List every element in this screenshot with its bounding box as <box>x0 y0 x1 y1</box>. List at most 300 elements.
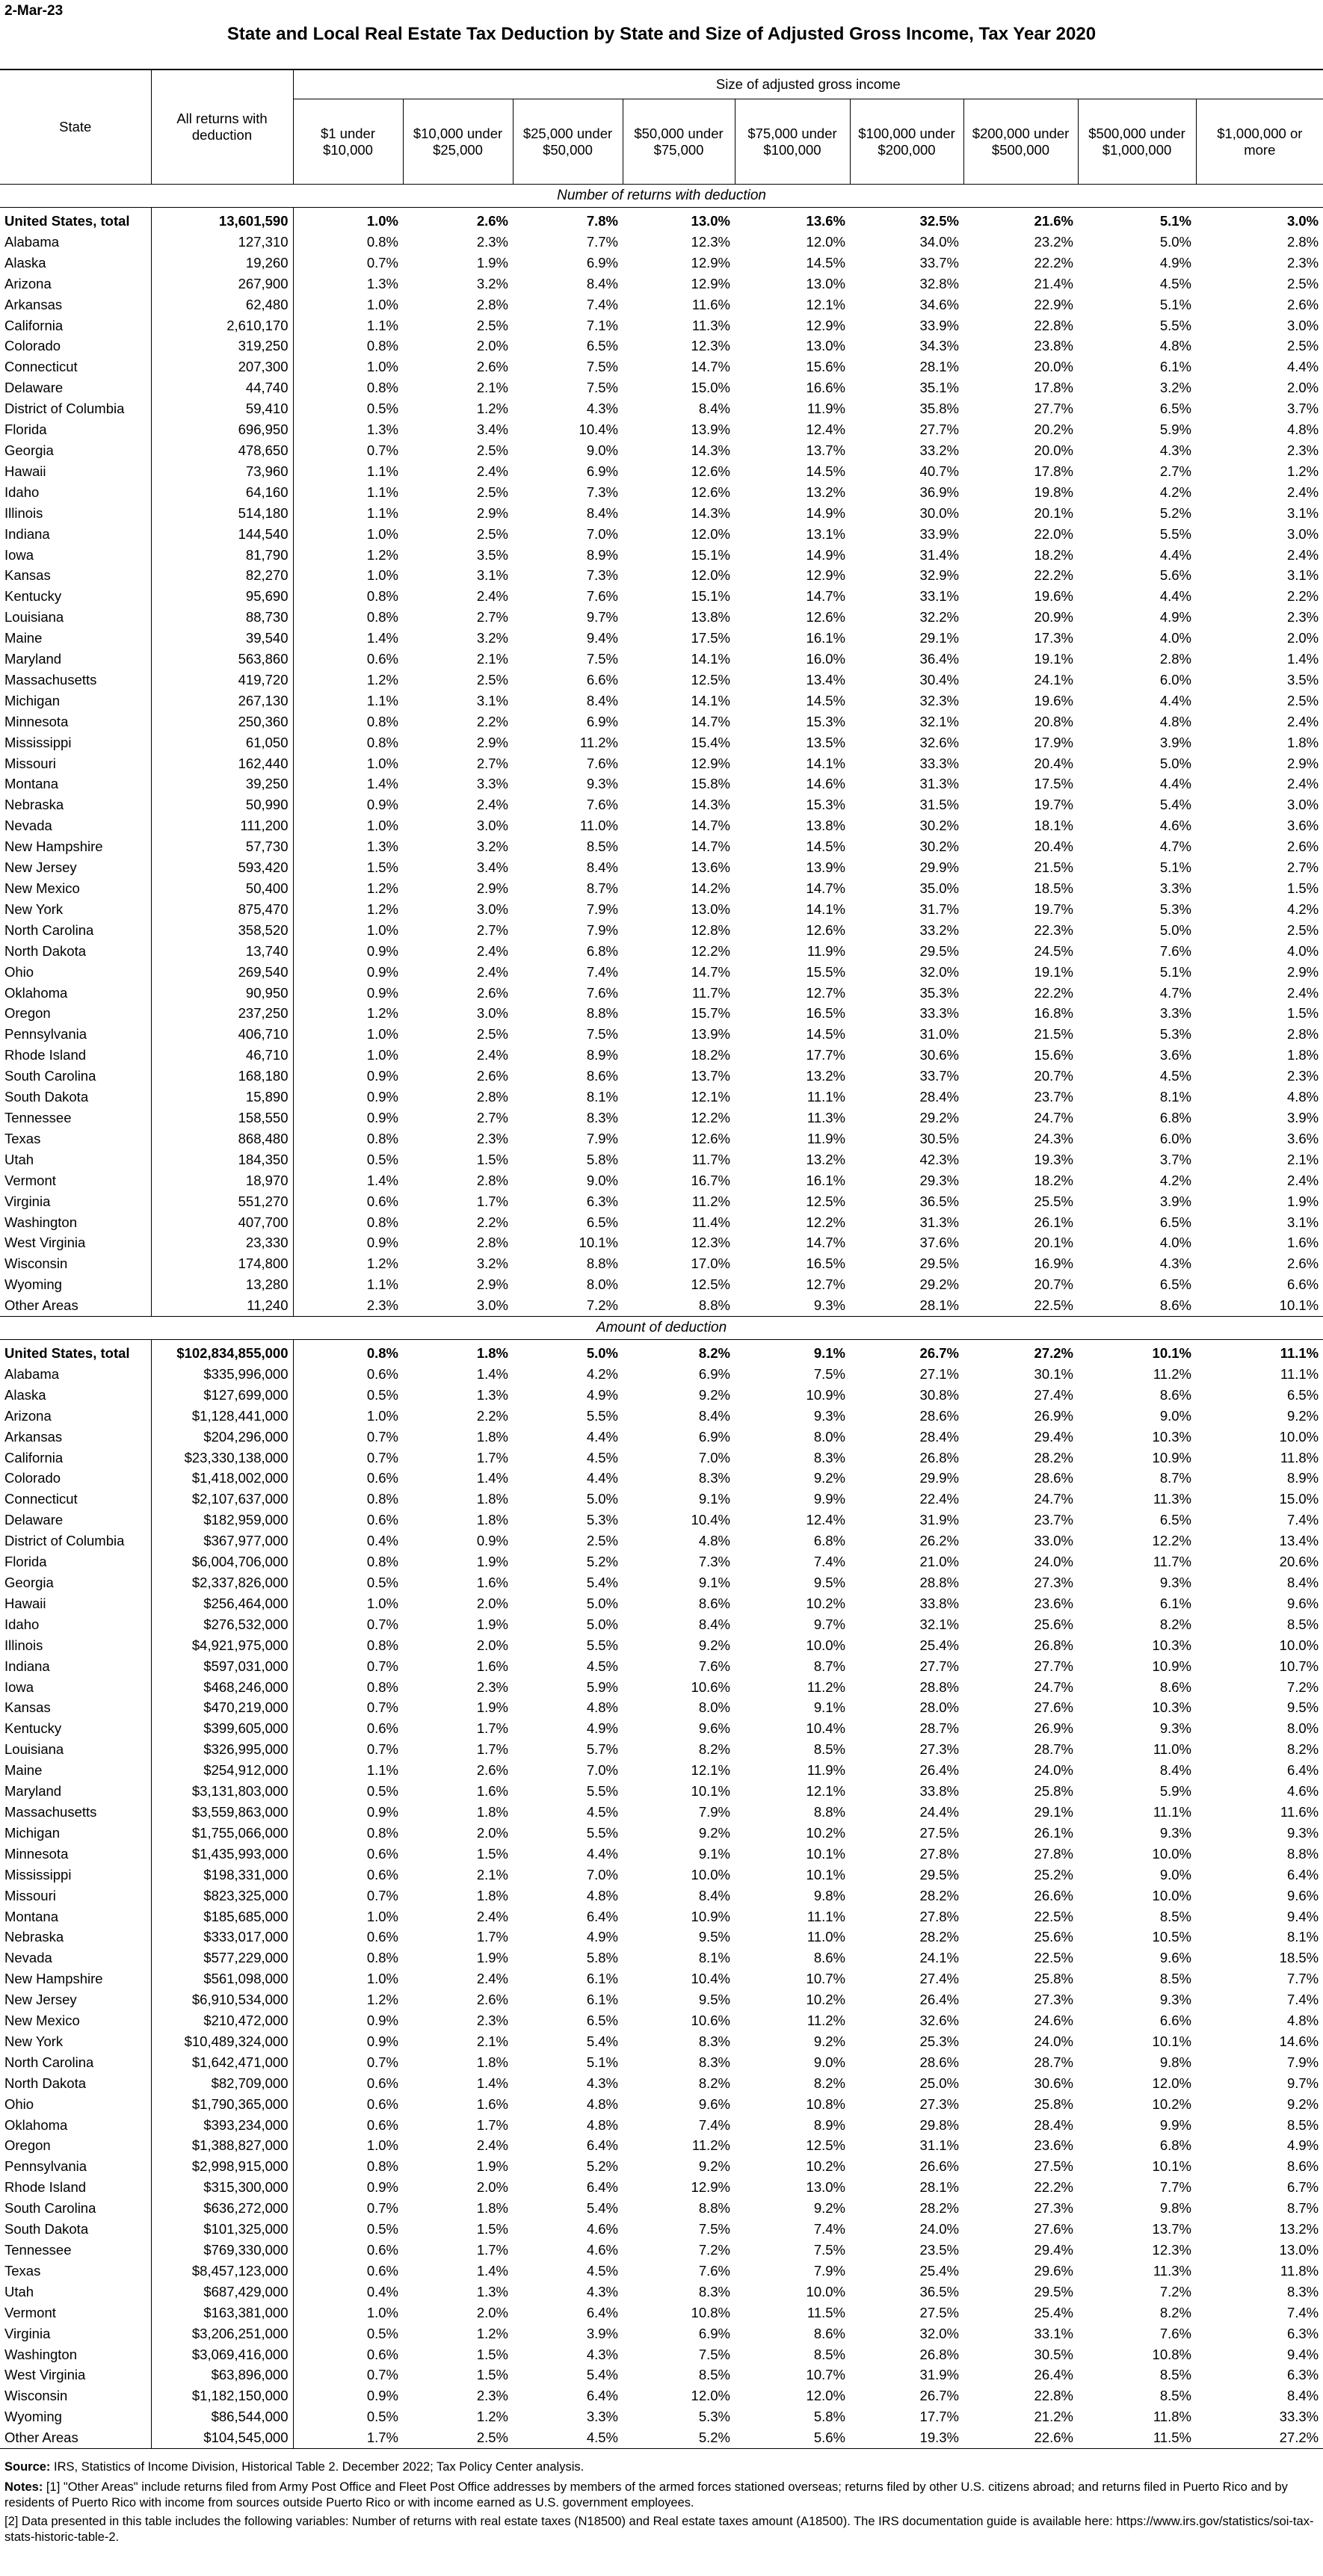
bracket-share: 0.8% <box>366 338 398 354</box>
state-name: Washington <box>0 1212 151 1233</box>
bracket-share: 8.3% <box>698 2033 730 2049</box>
bracket-share: 2.4% <box>476 1908 508 1924</box>
bracket-share: 10.0% <box>691 1866 730 1882</box>
bracket-share: 13.1% <box>806 525 845 542</box>
bracket-share: 4.4% <box>1159 546 1191 563</box>
table-row <box>0 1844 1323 1865</box>
table-row <box>0 1614 1323 1635</box>
bracket-share: 6.5% <box>1159 1512 1191 1528</box>
all-returns-value: 478,650 <box>151 440 293 461</box>
all-returns-value: $3,131,803,000 <box>151 1781 293 1802</box>
bracket-share: 11.5% <box>1078 2427 1196 2448</box>
all-returns-value: 267,900 <box>151 274 293 294</box>
bracket-share: 2.8% <box>1159 651 1191 667</box>
header-state: State <box>0 70 151 185</box>
bracket-share: 20.7% <box>1034 1068 1073 1084</box>
bracket-share: 7.4% <box>813 1554 845 1570</box>
bracket-share: 12.0% <box>691 567 730 584</box>
bracket-share: 4.8% <box>1286 1089 1319 1105</box>
table-row <box>0 1656 1323 1677</box>
state-name: Oregon <box>0 1003 151 1024</box>
table-row <box>0 1295 1323 1316</box>
state-name: Nevada <box>0 815 151 836</box>
bracket-share: 8.4% <box>586 275 618 291</box>
bracket-share: 20.4% <box>1034 755 1073 771</box>
table-row <box>0 1697 1323 1718</box>
state-name: North Carolina <box>0 920 151 941</box>
bracket-share: 12.9% <box>691 254 730 271</box>
table-row <box>0 1948 1323 1968</box>
table-row <box>0 878 1323 899</box>
bracket-share: 10.0% <box>1152 1887 1191 1903</box>
all-returns-value: 88,730 <box>151 607 293 628</box>
bracket-share: 22.6% <box>963 2427 1078 2448</box>
bracket-share: 2.0% <box>476 1824 508 1841</box>
bracket-share: 4.2% <box>1286 901 1319 917</box>
state-name: Kansas <box>0 1697 151 1718</box>
bracket-share: 7.6% <box>586 755 618 771</box>
bracket-share: 8.9% <box>813 2116 845 2133</box>
state-name: North Carolina <box>0 2052 151 2073</box>
table-row <box>0 294 1323 315</box>
bracket-share: 8.0% <box>1286 1720 1319 1737</box>
bracket-share: 11.3% <box>1153 1491 1191 1507</box>
bracket-share: 0.9% <box>366 963 398 980</box>
bracket-share: 6.3% <box>1286 2367 1319 2383</box>
bracket-share: 7.1% <box>586 317 618 333</box>
bracket-share: 1.2% <box>366 901 398 917</box>
bracket-share: 2.2% <box>1286 588 1319 605</box>
bracket-share: 29.5% <box>1034 2283 1073 2299</box>
state-name: Kansas <box>0 565 151 586</box>
bracket-share: 4.6% <box>586 2221 618 2237</box>
bracket-share: 19.8% <box>1034 484 1073 500</box>
bracket-share: 33.9% <box>919 525 959 542</box>
bracket-share: 8.7% <box>813 1658 845 1674</box>
bracket-share: 0.5% <box>366 401 398 417</box>
bracket-share: 8.6% <box>586 1068 618 1084</box>
bracket-share: 12.7% <box>806 1276 845 1293</box>
bracket-share: 14.2% <box>691 880 730 896</box>
bracket-share: 0.8% <box>366 1345 398 1362</box>
bracket-share: 24.0% <box>1034 1554 1073 1570</box>
bracket-share: 24.4% <box>919 1803 959 1820</box>
bracket-share: 1.6% <box>476 2095 508 2112</box>
bracket-share: 13.9% <box>691 1026 730 1043</box>
state-name: Florida <box>0 419 151 440</box>
table-row <box>0 253 1323 274</box>
bracket-share: 0.6% <box>366 651 398 667</box>
all-returns-value: $2,337,826,000 <box>151 1572 293 1593</box>
bracket-share: 1.9% <box>476 2158 508 2175</box>
header-bracket: $1 under $10,000 <box>293 99 403 185</box>
state-name: Rhode Island <box>0 1045 151 1066</box>
bracket-share: 1.9% <box>476 1554 508 1570</box>
bracket-share: 21.5% <box>1034 859 1073 876</box>
bracket-share: 28.2% <box>919 2200 959 2217</box>
bracket-share: 1.4% <box>476 1365 508 1382</box>
bracket-share: 3.0% <box>476 818 508 834</box>
all-returns-value: 50,400 <box>151 878 293 899</box>
bracket-share: 10.9% <box>806 1386 845 1403</box>
bracket-share: 12.4% <box>806 421 845 438</box>
bracket-share: 4.8% <box>1286 421 1319 438</box>
note-1 <box>4 2480 1317 2511</box>
bracket-share: 5.0% <box>1159 233 1191 250</box>
bracket-share: 11.8% <box>1153 2409 1191 2425</box>
bracket-share: 1.9% <box>1286 1193 1319 1209</box>
bracket-share: 29.2% <box>919 1109 959 1125</box>
all-returns-value: 44,740 <box>151 377 293 398</box>
bracket-share: 4.5% <box>586 1803 618 1820</box>
bracket-share: 26.7% <box>919 1345 959 1362</box>
bracket-share: 17.9% <box>1034 734 1073 750</box>
all-returns-value: $1,182,150,000 <box>151 2385 293 2406</box>
bracket-share: 10.0% <box>806 2283 845 2299</box>
source-line <box>4 2459 1317 2475</box>
all-returns-value: $468,246,000 <box>151 1677 293 1698</box>
bracket-share: 6.9% <box>586 254 618 271</box>
bracket-share: 25.3% <box>919 2033 959 2049</box>
bracket-share: 12.3% <box>691 338 730 354</box>
bracket-share: 11.2% <box>807 1678 845 1695</box>
all-returns-value: $1,755,066,000 <box>151 1823 293 1844</box>
bracket-share: 16.1% <box>806 630 845 646</box>
state-name: Iowa <box>0 1677 151 1698</box>
bracket-share: 7.7% <box>1286 1971 1319 1987</box>
bracket-share: 35.8% <box>919 401 959 417</box>
bracket-share: 42.3% <box>919 1151 959 1167</box>
state-name: Connecticut <box>0 1489 151 1510</box>
bracket-share: 1.2% <box>476 401 508 417</box>
bracket-share: 5.9% <box>1159 421 1191 438</box>
bracket-share: 30.2% <box>919 818 959 834</box>
bracket-share: 7.0% <box>586 1866 618 1882</box>
all-returns-value: 19,260 <box>151 253 293 274</box>
bracket-share: 9.5% <box>698 1992 730 2008</box>
bracket-share: 4.4% <box>586 1470 618 1486</box>
bracket-share: 13.7% <box>806 442 845 458</box>
state-name: Michigan <box>0 691 151 711</box>
all-returns-value: $204,296,000 <box>151 1427 293 1448</box>
bracket-share: 1.2% <box>476 2325 508 2341</box>
bracket-share: 27.3% <box>919 1741 959 1758</box>
bracket-share: 32.3% <box>919 692 959 708</box>
bracket-share: 28.0% <box>919 1699 959 1716</box>
bracket-share: 10.2% <box>806 1824 845 1841</box>
bracket-share: 21.6% <box>1034 213 1073 229</box>
bracket-share: 15.6% <box>806 359 845 375</box>
bracket-share: 0.7% <box>366 2054 398 2070</box>
bracket-share: 15.8% <box>691 776 730 792</box>
bracket-share: 14.5% <box>806 254 845 271</box>
state-name: Missouri <box>0 1885 151 1906</box>
all-returns-value: 184,350 <box>151 1149 293 1170</box>
bracket-share: 2.3% <box>476 2013 508 2029</box>
bracket-share: 8.4% <box>698 1407 730 1424</box>
state-name: South Carolina <box>0 1066 151 1087</box>
bracket-share: 10.1% <box>1152 2033 1191 2049</box>
table-row <box>0 274 1323 294</box>
state-name: Montana <box>0 1906 151 1927</box>
bracket-share: 10.4% <box>691 1971 730 1987</box>
bracket-share: 0.6% <box>366 1866 398 1882</box>
state-name: Missouri <box>0 753 151 774</box>
bracket-share: 9.2% <box>698 1386 730 1403</box>
all-returns-value: $276,532,000 <box>151 1614 293 1635</box>
bracket-share: 1.9% <box>476 1699 508 1716</box>
bracket-share: 11.2% <box>1153 1365 1191 1382</box>
bracket-share: 10.1% <box>1196 1295 1323 1316</box>
state-name: Texas <box>0 2261 151 2282</box>
bracket-share: 8.0% <box>813 1428 845 1445</box>
bracket-share: 23.2% <box>1034 233 1073 250</box>
bracket-share: 12.3% <box>1152 2242 1191 2258</box>
bracket-share: 0.4% <box>366 2283 398 2299</box>
bracket-share: 30.5% <box>919 1130 959 1146</box>
bracket-share: 5.4% <box>586 2033 618 2049</box>
bracket-share: 6.9% <box>698 2325 730 2341</box>
table-row <box>0 1802 1323 1823</box>
bracket-share: 2.2% <box>476 1214 508 1230</box>
bracket-share: 2.1% <box>476 2033 508 2049</box>
bracket-share: 8.5% <box>1159 2367 1191 2383</box>
bracket-share: 19.3% <box>1034 1151 1073 1167</box>
state-name: Georgia <box>0 1572 151 1593</box>
bracket-share: 12.3% <box>691 233 730 250</box>
bracket-share: 1.6% <box>476 1658 508 1674</box>
bracket-share: 2.7% <box>1159 463 1191 479</box>
bracket-share: 22.2% <box>1034 254 1073 271</box>
bracket-share: 10.3% <box>1152 1637 1191 1653</box>
table-row <box>0 1510 1323 1531</box>
bracket-share: 1.6% <box>1286 1235 1319 1251</box>
bracket-share: 9.0% <box>1159 1866 1191 1882</box>
bracket-share: 6.8% <box>586 942 618 959</box>
state-name: Delaware <box>0 377 151 398</box>
state-name: Arkansas <box>0 294 151 315</box>
table-row <box>0 1212 1323 1233</box>
all-returns-value: $182,959,000 <box>151 1510 293 1531</box>
all-returns-value: 563,860 <box>151 649 293 670</box>
bracket-share: 26.8% <box>1034 1637 1073 1653</box>
bracket-share: 12.5% <box>691 1276 730 1293</box>
table-row <box>0 794 1323 815</box>
bracket-share: 3.0% <box>1286 797 1319 813</box>
table-row <box>0 1989 1323 2010</box>
bracket-share: 1.9% <box>476 1616 508 1632</box>
bracket-share: 2.7% <box>476 755 508 771</box>
bracket-share: 15.3% <box>806 797 845 813</box>
bracket-share: 29.6% <box>1034 2262 1073 2279</box>
bracket-share: 15.3% <box>806 713 845 729</box>
bracket-share: 8.1% <box>698 1950 730 1966</box>
bracket-share: 6.4% <box>586 1908 618 1924</box>
all-returns-value: 162,440 <box>151 753 293 774</box>
bracket-share: 1.4% <box>366 776 398 792</box>
bracket-share: 8.4% <box>698 1616 730 1632</box>
state-name: Mississippi <box>0 732 151 753</box>
bracket-share: 19.6% <box>1034 692 1073 708</box>
bracket-share: 11.3% <box>691 317 730 333</box>
bracket-share: 30.2% <box>919 838 959 855</box>
bracket-share: 18.2% <box>1034 1172 1073 1188</box>
bracket-share: 29.2% <box>919 1276 959 1293</box>
state-name: Florida <box>0 1551 151 1572</box>
bracket-share: 17.8% <box>1034 463 1073 479</box>
bracket-share: 25.8% <box>1034 1971 1073 1987</box>
bracket-share: 8.4% <box>1286 2388 1319 2404</box>
bracket-share: 9.3% <box>735 1295 850 1316</box>
bracket-share: 12.1% <box>806 1783 845 1800</box>
bracket-share: 5.5% <box>1159 317 1191 333</box>
bracket-share: 1.0% <box>366 755 398 771</box>
bracket-share: 0.6% <box>366 1845 398 1862</box>
bracket-share: 6.8% <box>1159 2137 1191 2154</box>
table-row <box>0 2240 1323 2261</box>
bracket-share: 7.3% <box>586 484 618 500</box>
bracket-share: 2.4% <box>476 463 508 479</box>
bracket-share: 0.5% <box>366 1386 398 1403</box>
bracket-share: 28.7% <box>1034 1741 1073 1758</box>
bracket-share: 15.4% <box>691 734 730 750</box>
bracket-share: 11.9% <box>807 401 845 417</box>
all-returns-value: 406,710 <box>151 1024 293 1045</box>
bracket-share: 28.4% <box>919 1428 959 1445</box>
bracket-share: 9.6% <box>1159 1950 1191 1966</box>
table-row <box>0 2135 1323 2156</box>
bracket-share: 0.9% <box>366 2033 398 2049</box>
bracket-share: 1.5% <box>476 2367 508 2383</box>
bracket-share: 26.9% <box>1034 1407 1073 1424</box>
bracket-share: 24.7% <box>1034 1678 1073 1695</box>
bracket-share: 35.3% <box>919 984 959 1001</box>
bracket-share: 7.5% <box>813 1365 845 1382</box>
all-returns-value: 319,250 <box>151 336 293 356</box>
bracket-share: 9.2% <box>813 2033 845 2049</box>
all-returns-value: 144,540 <box>151 524 293 545</box>
bracket-share: 4.4% <box>1159 776 1191 792</box>
bracket-share: 1.9% <box>476 1950 508 1966</box>
bracket-share: 7.6% <box>586 588 618 605</box>
all-returns-value: $577,229,000 <box>151 1948 293 1968</box>
bracket-share: 6.1% <box>586 1971 618 1987</box>
all-returns-value: $198,331,000 <box>151 1865 293 1885</box>
bracket-share: 0.8% <box>366 1130 398 1146</box>
bracket-share: 1.7% <box>476 1449 508 1465</box>
bracket-share: 3.3% <box>586 2409 618 2425</box>
bracket-share: 5.8% <box>586 1950 618 1966</box>
bracket-share: 2.3% <box>1286 1068 1319 1084</box>
table-row <box>0 545 1323 566</box>
bracket-share: 20.2% <box>1034 421 1073 438</box>
bracket-share: 5.1% <box>1159 859 1191 876</box>
bracket-share: 11.0% <box>807 1929 845 1945</box>
bracket-share: 14.1% <box>806 755 845 771</box>
bracket-share: 0.7% <box>366 442 398 458</box>
table-row <box>0 377 1323 398</box>
bracket-share: 1.5% <box>476 2346 508 2362</box>
state-name: Michigan <box>0 1823 151 1844</box>
state-name: New Hampshire <box>0 1968 151 1989</box>
state-name: United States, total <box>0 208 151 232</box>
bracket-share: 5.1% <box>1159 213 1191 229</box>
bracket-share: 7.0% <box>586 1762 618 1779</box>
all-returns-value: $82,709,000 <box>151 2073 293 2094</box>
bracket-share: 5.5% <box>586 1783 618 1800</box>
bracket-share: 2.4% <box>476 588 508 605</box>
bracket-share: 29.1% <box>919 630 959 646</box>
bracket-share: 9.2% <box>813 1470 845 1486</box>
bracket-share: 2.3% <box>293 1295 403 1316</box>
bracket-share: 24.3% <box>1034 1130 1073 1146</box>
page-title: State and Local Real Estate Tax Deduction by State and Size of Adjusted Gross Income, Tax Year 2020 <box>226 24 1097 44</box>
header-bracket: $200,000 under $500,000 <box>963 99 1078 185</box>
bracket-share: 32.9% <box>919 567 959 584</box>
bracket-share: 0.6% <box>366 2095 398 2112</box>
bracket-share: 5.3% <box>1159 901 1191 917</box>
bracket-share: 4.3% <box>1159 442 1191 458</box>
state-name: Nebraska <box>0 794 151 815</box>
bracket-share: 3.0% <box>403 1295 513 1316</box>
bracket-share: 4.2% <box>586 1365 618 1382</box>
bracket-share: 9.1% <box>813 1345 845 1362</box>
table-row <box>0 1406 1323 1427</box>
all-returns-value: $104,545,000 <box>151 2427 293 2448</box>
bracket-share: 33.3% <box>1279 2409 1319 2425</box>
table-row <box>0 899 1323 920</box>
bracket-share: 9.5% <box>813 1575 845 1590</box>
bracket-share: 1.8% <box>476 1512 508 1528</box>
bracket-share: 0.8% <box>366 1554 398 1570</box>
bracket-share: 29.5% <box>919 942 959 959</box>
bracket-share: 1.7% <box>293 2427 403 2448</box>
bracket-share: 4.5% <box>586 1658 618 1674</box>
bracket-share: 20.1% <box>1034 504 1073 521</box>
bracket-share: 0.9% <box>366 1068 398 1084</box>
bracket-share: 19.1% <box>1034 651 1073 667</box>
state-name: Colorado <box>0 336 151 356</box>
state-name: Louisiana <box>0 607 151 628</box>
bracket-share: 2.5% <box>476 317 508 333</box>
bracket-share: 5.0% <box>586 1616 618 1632</box>
all-returns-value: 13,601,590 <box>151 208 293 232</box>
note-1-text: [1] "Other Areas" include returns filed from Army Post Office and Fleet Post Office addresses by members of the armed forces stationed overseas; returns filed by other U.S. citizens abroad; and returns filed in Puerto Rico and by residents of Puerto Rico with income from sources outside Puerto Rico or with income earned as U.S. government employees. <box>4 2480 1288 2509</box>
bracket-share: 26.8% <box>919 2346 959 2362</box>
bracket-share: 16.9% <box>1034 1255 1073 1272</box>
bracket-share: 11.1% <box>807 1908 845 1924</box>
all-returns-value: $367,977,000 <box>151 1531 293 1551</box>
state-name: West Virginia <box>0 2365 151 2385</box>
bracket-share: 10.2% <box>1152 2095 1191 2112</box>
all-returns-value: $823,325,000 <box>151 1885 293 1906</box>
state-name: Oregon <box>0 2135 151 2156</box>
bracket-share: 8.7% <box>1159 1470 1191 1486</box>
table-row <box>0 1489 1323 1510</box>
all-returns-value: $1,790,365,000 <box>151 2094 293 2115</box>
table-row <box>0 2302 1323 2323</box>
bracket-share: 14.3% <box>691 797 730 813</box>
bracket-share: 5.8% <box>586 1151 618 1167</box>
all-returns-value: 158,550 <box>151 1108 293 1128</box>
bracket-share: 10.1% <box>1152 1345 1191 1362</box>
state-name: North Dakota <box>0 941 151 962</box>
bracket-share: 2.5% <box>476 525 508 542</box>
bracket-share: 3.3% <box>1159 1005 1191 1022</box>
bracket-share: 2.6% <box>1286 1255 1319 1272</box>
bracket-share: 7.5% <box>813 2242 845 2258</box>
bracket-share: 14.7% <box>806 588 845 605</box>
